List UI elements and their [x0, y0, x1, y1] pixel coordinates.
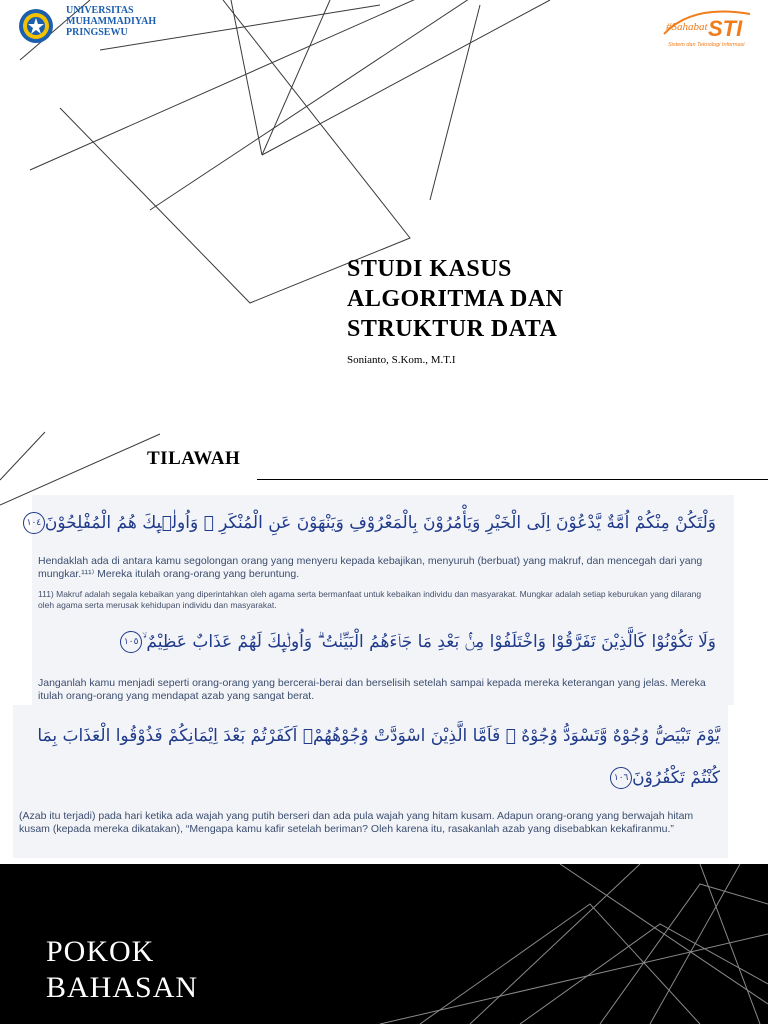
- verse-translation: Hendaklah ada di antara kamu segolongan orang yang menyeru kepada kebajikan, menyuruh (berbuat) yang makruf, dan mencegah dari yang mungkar.¹¹¹⁾ Mereka itulah orang-orang yang beruntung.: [38, 555, 703, 580]
- sti-logo-script: #Sahabat: [666, 21, 708, 33]
- slide-title: [347, 254, 564, 344]
- university-logo: [12, 7, 60, 45]
- university-line: MUHAMMADIYAH: [66, 16, 157, 27]
- topics-title: [46, 934, 198, 1006]
- title-line: STRUKTUR DATA: [347, 316, 558, 342]
- title-line: ALGORITMA DAN: [347, 286, 564, 312]
- verse-arabic: [26, 506, 716, 540]
- verse-arabic: [30, 758, 720, 798]
- topics-title-line: POKOK: [46, 935, 155, 968]
- ayah-number: ١٠٦: [610, 767, 632, 789]
- section-divider: [257, 479, 768, 480]
- verse-translation: (Azab itu terjadi) pada hari ketika ada wajah yang putih berseri dan ada pula wajah yang hitam kusam. Adapun orang-orang yang berwajah hitam kusam (kepada mereka dikatakan), “Mengapa kamu kafir setelah beriman? Oleh karena itu, rasakanlah azab yang disebabkan kekafiranmu.”: [19, 810, 694, 835]
- verse-arabic-text: وَلْتَكُنْ مِنْكُمْ اُمَّةٌ يَّدْعُوْنَ اِلَى الْخَيْرِ وَيَأْمُرُوْنَ بِالْمَعْرُوْفِ وَيَنْهَوْنَ عَنِ الْمُنْكَرِ ۗ وَاُولٰۤىِٕكَ هُمُ الْمُفْلِحُوْنَ: [44, 513, 716, 533]
- sti-logo-tagline: Sistem dan Teknologi Informasi: [668, 42, 745, 48]
- verse-translation: Janganlah kamu menjadi seperti orang-orang yang bercerai-berai dan berselisih setelah sampai kepada mereka keterangan yang jelas. Mereka itulah orang-orang yang mendapat azab yang sangat berat.: [38, 677, 706, 702]
- university-name: [66, 5, 156, 38]
- verse-arabic-text: يَّوْمَ تَبْيَضُّ وُجُوْهٌ وَّتَسْوَدُّ وُجُوْهٌ ۚ فَاَمَّا الَّذِيْنَ اسْوَدَّتْ وُجُوْهُهُمْۗ اَكَفَرْتُمْ بَعْدَ اِيْمَانِكُمْ فَذُوْقُوا الْعَذَابَ بِمَا: [37, 726, 720, 746]
- sti-logo-main: STI: [708, 16, 743, 41]
- title-line: STUDI KASUS: [347, 256, 512, 282]
- sti-logo: [662, 8, 754, 50]
- university-line: PRINGSEWU: [66, 27, 128, 38]
- topics-title-line: BAHASAN: [46, 971, 199, 1004]
- section-title: TILAWAH: [147, 448, 241, 469]
- author-name: Sonianto, S.Kom., M.T.I: [347, 354, 456, 366]
- topics-slide: [0, 864, 768, 1024]
- ayah-number: ١٠٤: [23, 512, 45, 534]
- verse-arabic-text: كُنْتُمْ تَكْفُرُوْنَ: [632, 768, 720, 788]
- verse-arabic-text: وَلَا تَكُوْنُوْا كَالَّذِيْنَ تَفَرَّقُوْا وَاخْتَلَفُوْا مِنْۢ بَعْدِ مَا جَاۤءَهُمُ الْبَيِّنٰتُ ۗ وَاُولٰۤىِٕكَ لَهُمْ عَذَابٌ عَظِيْمٌ ۙ: [142, 632, 716, 652]
- verse-arabic: [30, 716, 720, 756]
- university-line: UNIVERSITAS: [66, 5, 134, 16]
- verse-arabic: [26, 624, 716, 660]
- ayah-number: ١٠٥: [120, 631, 142, 653]
- verse-footnote: 111) Makruf adalah segala kebaikan yang diperintahkan oleh agama serta bermanfaat untuk kebaikan individu dan masyarakat. Mungkar adalah setiap keburukan yang dilarang oleh agama serta merusak kehidupan individu dan masyarakat.: [38, 589, 702, 610]
